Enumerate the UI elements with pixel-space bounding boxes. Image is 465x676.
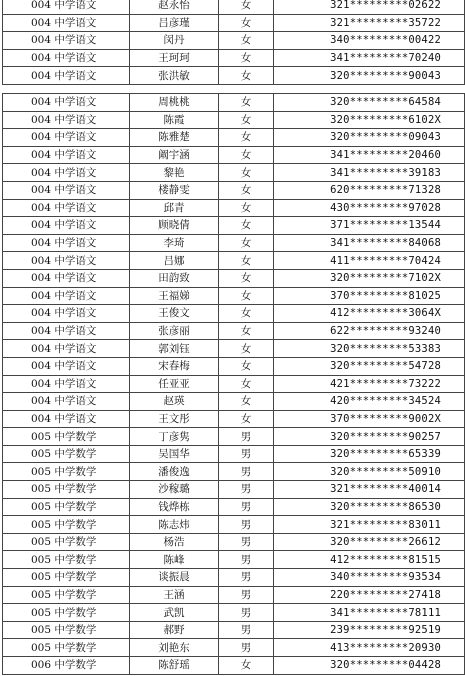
name-cell: 张洪敏 (130, 67, 219, 85)
name-cell: 陈舒瑶 (130, 657, 219, 675)
gender-cell: 女 (219, 340, 274, 358)
name-cell: 陈志炜 (130, 516, 219, 534)
name-cell: 楼静雯 (130, 181, 219, 199)
subject-cell: 004 中学语文 (3, 217, 130, 235)
gender-cell: 男 (219, 428, 274, 446)
name-cell: 王珂珂 (130, 49, 219, 67)
table-row (3, 14, 465, 32)
name-cell: 陈峰 (130, 551, 219, 569)
table-row (3, 445, 465, 463)
table-row (3, 111, 465, 129)
id-number-cell: 413*********20930 (274, 639, 465, 657)
table-row (3, 533, 465, 551)
id-number-cell: 341*********70240 (274, 49, 465, 67)
gender-cell: 女 (219, 393, 274, 411)
gender-cell: 女 (219, 269, 274, 287)
table-row (3, 252, 465, 270)
subject-cell: 004 中学语文 (3, 67, 130, 85)
subject-cell: 005 中学数学 (3, 569, 130, 587)
name-cell: 杨浩 (130, 533, 219, 551)
name-cell: 王涵 (130, 586, 219, 604)
id-number-cell: 341*********78111 (274, 604, 465, 622)
gender-cell: 女 (219, 234, 274, 252)
gender-cell: 女 (219, 375, 274, 393)
gender-cell: 男 (219, 621, 274, 639)
id-number-cell: 320*********65339 (274, 445, 465, 463)
subject-cell: 004 中学语文 (3, 129, 130, 147)
table-row (3, 639, 465, 657)
gender-cell: 女 (219, 305, 274, 323)
gender-cell: 女 (219, 410, 274, 428)
gender-cell: 男 (219, 533, 274, 551)
id-number-cell: 321*********35722 (274, 14, 465, 32)
roster-table-bottom (2, 93, 465, 675)
subject-cell: 004 中学语文 (3, 357, 130, 375)
subject-cell: 005 中学数学 (3, 604, 130, 622)
table-row (3, 463, 465, 481)
name-cell: 任亚亚 (130, 375, 219, 393)
table-row (3, 217, 465, 235)
id-number-cell: 320*********90257 (274, 428, 465, 446)
table-row (3, 49, 465, 67)
gender-cell: 女 (219, 14, 274, 32)
table-row (3, 269, 465, 287)
name-cell: 潘俊逸 (130, 463, 219, 481)
table-row (3, 375, 465, 393)
table-row (3, 164, 465, 182)
gender-cell: 女 (219, 67, 274, 85)
name-cell: 吕彦瑾 (130, 14, 219, 32)
id-number-cell: 220*********27418 (274, 586, 465, 604)
gender-cell: 女 (219, 164, 274, 182)
gender-cell: 女 (219, 657, 274, 675)
table-row (3, 481, 465, 499)
id-number-cell: 321*********83011 (274, 516, 465, 534)
table-row (3, 410, 465, 428)
id-number-cell: 340*********93534 (274, 569, 465, 587)
id-number-cell: 320*********6102X (274, 111, 465, 129)
table-row (3, 287, 465, 305)
table-row (3, 657, 465, 675)
subject-cell: 005 中学数学 (3, 639, 130, 657)
subject-cell: 004 中学语文 (3, 146, 130, 164)
name-cell: 吕娜 (130, 252, 219, 270)
subject-cell: 005 中学数学 (3, 533, 130, 551)
id-number-cell: 320*********64584 (274, 94, 465, 112)
subject-cell: 005 中学数学 (3, 516, 130, 534)
id-number-cell: 320*********54728 (274, 357, 465, 375)
name-cell: 郝野 (130, 621, 219, 639)
gender-cell: 女 (219, 287, 274, 305)
subject-cell: 005 中学数学 (3, 551, 130, 569)
table-row (3, 234, 465, 252)
table-row (3, 94, 465, 112)
gender-cell: 男 (219, 498, 274, 516)
gender-cell: 女 (219, 32, 274, 50)
subject-cell: 004 中学语文 (3, 393, 130, 411)
gender-cell: 女 (219, 146, 274, 164)
subject-cell: 005 中学数学 (3, 445, 130, 463)
id-number-cell: 320*********50910 (274, 463, 465, 481)
subject-cell: 005 中学数学 (3, 463, 130, 481)
name-cell: 王福娣 (130, 287, 219, 305)
id-number-cell: 320*********53383 (274, 340, 465, 358)
subject-cell: 004 中学语文 (3, 111, 130, 129)
id-number-cell: 370*********81025 (274, 287, 465, 305)
roster-table-top (2, 0, 465, 85)
subject-cell: 004 中学语文 (3, 181, 130, 199)
subject-cell: 005 中学数学 (3, 428, 130, 446)
table-row (3, 322, 465, 340)
id-number-cell: 341*********84068 (274, 234, 465, 252)
roster-top-body (3, 0, 465, 84)
subject-cell: 004 中学语文 (3, 32, 130, 50)
table-row (3, 199, 465, 217)
id-number-cell: 320*********90043 (274, 67, 465, 85)
id-number-cell: 341*********39183 (274, 164, 465, 182)
name-cell: 钱烨栋 (130, 498, 219, 516)
gender-cell: 女 (219, 252, 274, 270)
id-number-cell: 320*********09043 (274, 129, 465, 147)
gender-cell: 男 (219, 445, 274, 463)
name-cell: 陈霞 (130, 111, 219, 129)
subject-cell: 004 中学语文 (3, 94, 130, 112)
gender-cell: 女 (219, 357, 274, 375)
subject-cell: 005 中学数学 (3, 481, 130, 499)
gender-cell: 女 (219, 49, 274, 67)
gender-cell: 男 (219, 569, 274, 587)
id-number-cell: 622*********93240 (274, 322, 465, 340)
table-row (3, 340, 465, 358)
name-cell: 刘艳东 (130, 639, 219, 657)
name-cell: 武凯 (130, 604, 219, 622)
id-number-cell: 320*********86530 (274, 498, 465, 516)
subject-cell: 004 中学语文 (3, 199, 130, 217)
table-row (3, 129, 465, 147)
table-row (3, 0, 465, 14)
table-row (3, 146, 465, 164)
subject-cell: 004 中学语文 (3, 252, 130, 270)
gender-cell: 女 (219, 322, 274, 340)
name-cell: 陈雅楚 (130, 129, 219, 147)
id-number-cell: 340*********00422 (274, 32, 465, 50)
subject-cell: 004 中学语文 (3, 287, 130, 305)
subject-cell: 004 中学语文 (3, 49, 130, 67)
name-cell: 周桃桃 (130, 94, 219, 112)
name-cell: 沙稼璐 (130, 481, 219, 499)
name-cell: 王文彤 (130, 410, 219, 428)
id-number-cell: 320*********7102X (274, 269, 465, 287)
name-cell: 宋春梅 (130, 357, 219, 375)
id-number-cell: 320*********26612 (274, 533, 465, 551)
name-cell: 邱青 (130, 199, 219, 217)
gender-cell: 男 (219, 551, 274, 569)
id-number-cell: 371*********13544 (274, 217, 465, 235)
id-number-cell: 321*********40014 (274, 481, 465, 499)
table-row (3, 32, 465, 50)
id-number-cell: 421*********73222 (274, 375, 465, 393)
id-number-cell: 370*********9002X (274, 410, 465, 428)
gender-cell: 男 (219, 586, 274, 604)
table-row (3, 67, 465, 85)
roster-bottom-body (3, 94, 465, 675)
name-cell: 李琦 (130, 234, 219, 252)
table-row (3, 498, 465, 516)
name-cell: 黎艳 (130, 164, 219, 182)
subject-cell: 004 中学语文 (3, 0, 130, 14)
id-number-cell: 320*********04428 (274, 657, 465, 675)
gender-cell: 女 (219, 217, 274, 235)
table-row (3, 305, 465, 323)
name-cell: 赵永怡 (130, 0, 219, 14)
gender-cell: 男 (219, 463, 274, 481)
id-number-cell: 321*********02622 (274, 0, 465, 14)
gender-cell: 男 (219, 481, 274, 499)
subject-cell: 004 中学语文 (3, 234, 130, 252)
subject-cell: 005 中学数学 (3, 498, 130, 516)
name-cell: 郭刘钰 (130, 340, 219, 358)
id-number-cell: 239*********92519 (274, 621, 465, 639)
table-row (3, 181, 465, 199)
table-row (3, 357, 465, 375)
table-row (3, 551, 465, 569)
name-cell: 顾晓倩 (130, 217, 219, 235)
name-cell: 阚宇涵 (130, 146, 219, 164)
id-number-cell: 341*********20460 (274, 146, 465, 164)
gender-cell: 女 (219, 0, 274, 14)
table-row (3, 516, 465, 534)
subject-cell: 004 中学语文 (3, 322, 130, 340)
id-number-cell: 412*********81515 (274, 551, 465, 569)
table-row (3, 428, 465, 446)
id-number-cell: 412*********3064X (274, 305, 465, 323)
table-row (3, 586, 465, 604)
id-number-cell: 430*********97028 (274, 199, 465, 217)
subject-cell: 004 中学语文 (3, 269, 130, 287)
subject-cell: 004 中学语文 (3, 375, 130, 393)
subject-cell: 004 中学语文 (3, 164, 130, 182)
id-number-cell: 420*********34524 (274, 393, 465, 411)
name-cell: 吴国华 (130, 445, 219, 463)
gender-cell: 女 (219, 199, 274, 217)
name-cell: 张彦丽 (130, 322, 219, 340)
name-cell: 赵瑛 (130, 393, 219, 411)
gender-cell: 女 (219, 111, 274, 129)
subject-cell: 005 中学数学 (3, 621, 130, 639)
table-row (3, 569, 465, 587)
gender-cell: 男 (219, 516, 274, 534)
id-number-cell: 411*********70424 (274, 252, 465, 270)
name-cell: 王俊文 (130, 305, 219, 323)
table-row (3, 621, 465, 639)
gender-cell: 女 (219, 129, 274, 147)
name-cell: 丁彦隽 (130, 428, 219, 446)
subject-cell: 006 中学数学 (3, 657, 130, 675)
gender-cell: 男 (219, 604, 274, 622)
subject-cell: 005 中学数学 (3, 586, 130, 604)
gender-cell: 女 (219, 181, 274, 199)
gender-cell: 男 (219, 639, 274, 657)
table-row (3, 393, 465, 411)
subject-cell: 004 中学语文 (3, 340, 130, 358)
name-cell: 谈振晨 (130, 569, 219, 587)
subject-cell: 004 中学语文 (3, 305, 130, 323)
subject-cell: 004 中学语文 (3, 14, 130, 32)
name-cell: 田韵致 (130, 269, 219, 287)
gender-cell: 女 (219, 94, 274, 112)
id-number-cell: 620*********71328 (274, 181, 465, 199)
name-cell: 闵丹 (130, 32, 219, 50)
table-row (3, 604, 465, 622)
subject-cell: 004 中学语文 (3, 410, 130, 428)
